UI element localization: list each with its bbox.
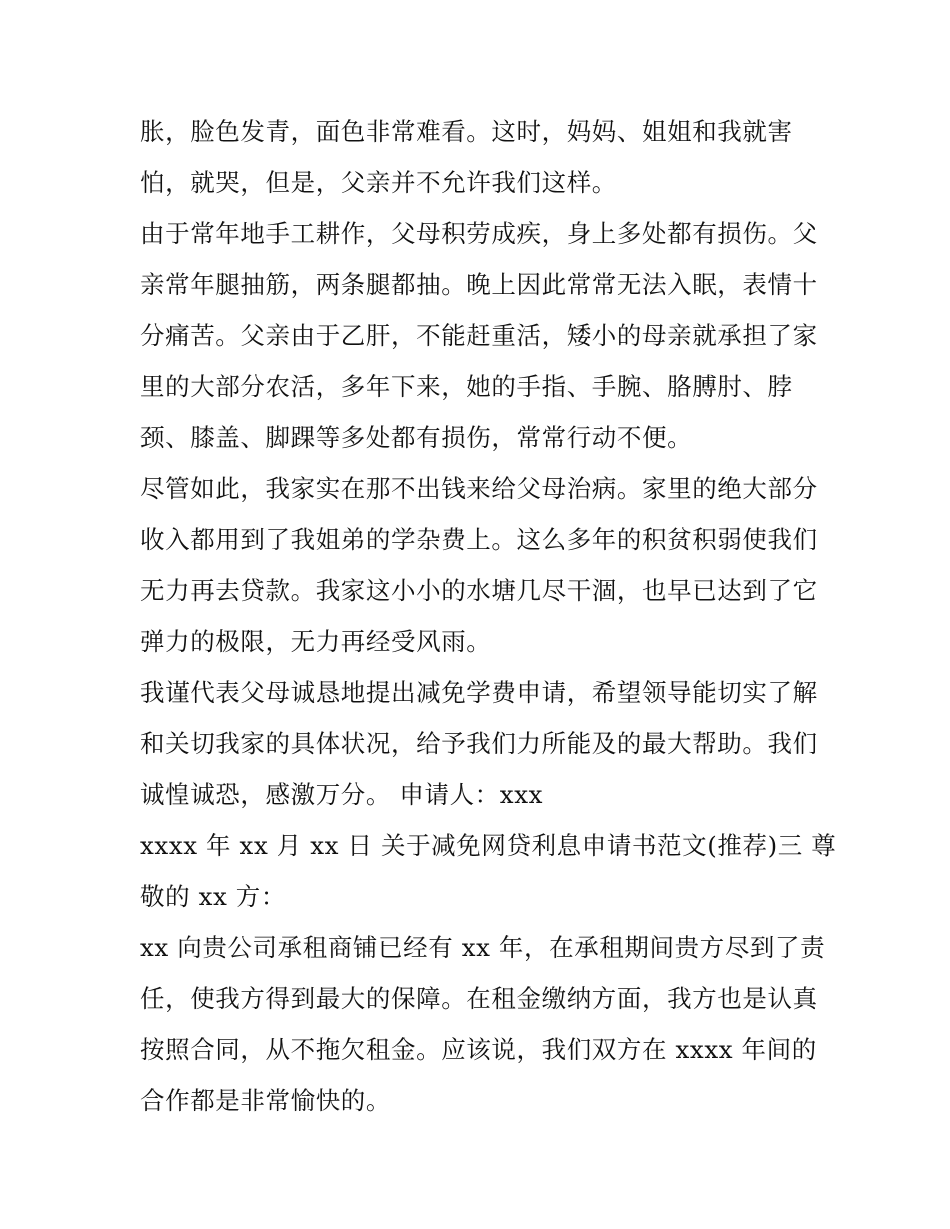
- text-line: 里的大部分农活，多年下来，她的手指、手腕、胳膊肘、脖: [140, 372, 793, 401]
- text-line: 合作都是非常愉快的。: [140, 1086, 391, 1115]
- text-line: 亲常年腿抽筋，两条腿都抽。晚上因此常常无法入眠，表情十: [140, 270, 818, 299]
- text-line: 按照合同，从不拖欠租金。应该说，我们双方在 xxxx 年间的: [140, 1035, 817, 1064]
- text-line: 我谨代表父母诚恳地提出减免学费申请，希望领导能切实了解: [140, 678, 818, 707]
- text-line: 诚惶诚恐，感激万分。 申请人：xxx: [140, 780, 544, 809]
- document-body: [140, 106, 840, 1126]
- text-line: 尽管如此，我家实在那不出钱来给父母治病。家里的绝大部分: [140, 474, 818, 503]
- text-line: 和关切我家的具体状况，给予我们力所能及的最大帮助。我们: [140, 729, 818, 758]
- text-line: 敬的 xx 方：: [140, 882, 287, 911]
- text-line: 胀，脸色发青，面色非常难看。这时，妈妈、姐姐和我就害: [140, 117, 793, 146]
- text-line: 任，使我方得到最大的保障。在租金缴纳方面，我方也是认真: [140, 984, 818, 1013]
- text-line: xxxx 年 xx 月 xx 日 关于减免网贷利息申请书范文(推荐)三 尊: [140, 831, 837, 860]
- text-line: 颈、膝盖、脚踝等多处都有损伤，常常行动不便。: [140, 423, 693, 452]
- text-line: 弹力的极限，无力再经受风雨。: [140, 627, 492, 656]
- text-line: xx 向贵公司承租商铺已经有 xx 年，在承租期间贵方尽到了责: [140, 933, 826, 962]
- text-line: 无力再去贷款。我家这小小的水塘几尽干涸，也早已达到了它: [140, 576, 818, 605]
- text-line: 收入都用到了我姐弟的学杂费上。这么多年的积贫积弱使我们: [140, 525, 818, 554]
- text-line: 怕，就哭，但是，父亲并不允许我们这样。: [140, 168, 617, 197]
- text-line: 由于常年地手工耕作，父母积劳成疾，身上多处都有损伤。父: [140, 219, 818, 248]
- text-line: 分痛苦。父亲由于乙肝，不能赶重活，矮小的母亲就承担了家: [140, 321, 818, 350]
